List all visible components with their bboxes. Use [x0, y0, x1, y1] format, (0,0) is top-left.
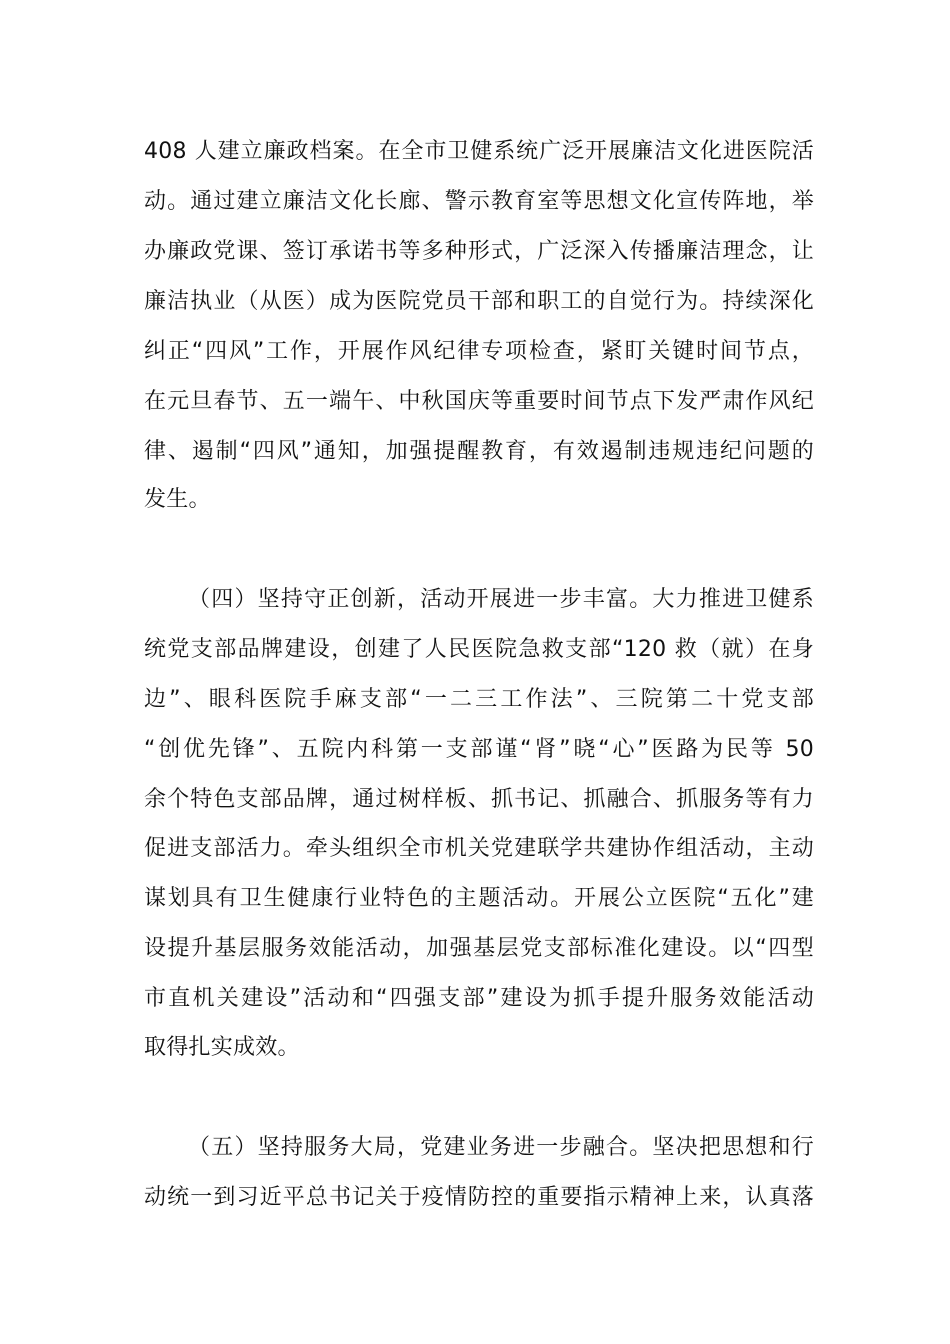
paragraph-1-line-5: 纠正“四风”工作，开展作风纪律专项检查，紧盯关键时间节点， — [144, 339, 814, 364]
paragraph-2-line-3: 边”、眼科医院手麻支部“一二三工作法”、三院第二十党支部 — [144, 687, 814, 712]
paragraph-2-line-8: 设提升基层服务效能活动，加强基层党支部标准化建设。以“四型 — [144, 936, 814, 961]
paragraph-2-line-10: 取得扎实成效。 — [144, 1035, 300, 1060]
paragraph-2-line-5: 余个特色支部品牌，通过树样板、抓书记、抓融合、抓服务等有力 — [144, 787, 814, 812]
paragraph-1-line-6: 在元旦春节、五一端午、中秋国庆等重要时间节点下发严肃作风纪 — [144, 389, 814, 414]
paragraph-2-line-7: 谋划具有卫生健康行业特色的主题活动。开展公立医院“五化”建 — [144, 886, 814, 911]
paragraph-1-line-7: 律、遏制“四风”通知，加强提醒教育，有效遏制违规违纪问题的 — [144, 439, 814, 464]
paragraph-3-line-2: 动统一到习近平总书记关于疫情防控的重要指示精神上来，认真落 — [144, 1185, 814, 1210]
paragraph-1-line-8: 发生。 — [144, 487, 211, 512]
paragraph-2-line-2: 统党支部品牌建设，创建了人民医院急救支部“120 救（就）在身 — [144, 637, 814, 662]
paragraph-1-line-3: 办廉政党课、签订承诺书等多种形式，广泛深入传播廉洁理念，让 — [144, 239, 814, 264]
paragraph-1-line-2: 动。通过建立廉洁文化长廊、警示教育室等思想文化宣传阵地，举 — [144, 189, 814, 214]
paragraph-1-line-4: 廉洁执业（从医）成为医院党员干部和职工的自觉行为。持续深化 — [144, 289, 814, 314]
paragraph-1-line-1: 408 人建立廉政档案。在全市卫健系统广泛开展廉洁文化进医院活 — [144, 139, 814, 164]
paragraph-2-line-4: “创优先锋”、五院内科第一支部谨“肾”晓“心”医路为民等 50 — [144, 737, 814, 762]
paragraph-2-line-9: 市直机关建设”活动和“四强支部”建设为抓手提升服务效能活动 — [144, 986, 814, 1011]
paragraph-3-line-1: （五）坚持服务大局，党建业务进一步融合。坚决把思想和行 — [188, 1135, 814, 1160]
paragraph-2-line-6: 促进支部活力。牵头组织全市机关党建联学共建协作组活动，主动 — [144, 836, 814, 861]
paragraph-2-line-1: （四）坚持守正创新，活动开展进一步丰富。大力推进卫健系 — [188, 587, 814, 612]
